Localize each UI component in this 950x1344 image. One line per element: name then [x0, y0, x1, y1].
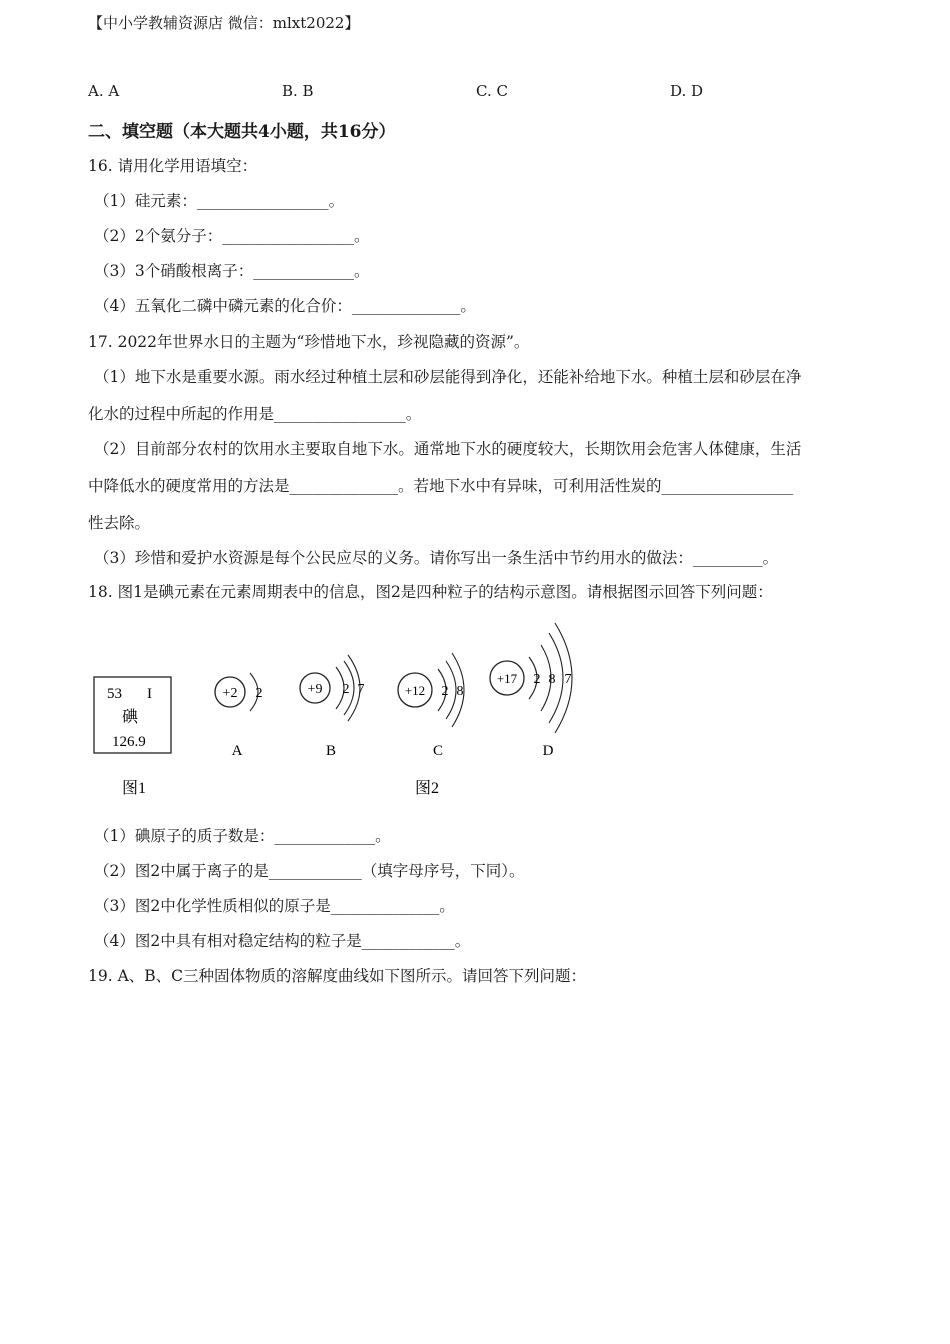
- q16-part-2: （2）2个氨分子：_________________。: [94, 227, 370, 245]
- fig2-caption: 图2: [415, 780, 440, 797]
- particle-c-label: C: [432, 743, 444, 759]
- element-symbol: I: [147, 686, 152, 702]
- q17-stem: 17. 2022年世界水日的主题为“珍惜地下水，珍视隐藏的资源”。: [88, 333, 530, 351]
- particle-d-shell-3-count: 7: [564, 672, 572, 687]
- particle-b-label: B: [325, 743, 337, 759]
- q18-part-3: （3）图2中化学性质相似的原子是______________。: [94, 897, 455, 915]
- q16-part-3: （3）3个硝酸根离子：_____________。: [94, 262, 370, 280]
- particle-c-shell-2-count: 8: [456, 684, 464, 699]
- q17-line-1: （1）地下水是重要水源。雨水经过种植土层和砂层能得到净化，还能补给地下水。种植土层和砂层在净: [94, 368, 802, 386]
- q19-stem: 19. A、B、C三种固体物质的溶解度曲线如下图所示。请回答下列问题：: [88, 967, 587, 985]
- particle-a-label: A: [231, 743, 243, 759]
- q16-part-4: （4）五氧化二磷中磷元素的化合价：______________。: [94, 297, 476, 315]
- q16-part-1: （1）硅元素：_________________。: [94, 192, 345, 210]
- particle-d-shell-1-count: 2: [533, 672, 541, 687]
- particle-b-shell-2-count: 7: [357, 682, 365, 697]
- particle-c-charge: +12: [404, 683, 426, 698]
- q18-part-4: （4）图2中具有相对稳定结构的粒子是____________。: [94, 932, 471, 950]
- section-title: 二、填空题（本大题共4小题，共16分）: [88, 122, 396, 142]
- option-c: C. C: [476, 82, 508, 100]
- particle-a-shell-1-count: 2: [255, 686, 263, 701]
- q17-line-4: 中降低水的硬度常用的方法是______________。若地下水中有异味，可利用活性炭的_________________: [88, 477, 794, 495]
- fig1-caption: 图1: [122, 780, 147, 797]
- particle-d-label: D: [542, 743, 554, 759]
- q16-stem: 16. 请用化学用语填空：: [88, 157, 258, 175]
- q18-part-1: （1）碘原子的质子数是：_____________。: [94, 827, 391, 845]
- header-watermark: 【中小学教辅资源店 微信：mlxt2022】: [88, 14, 360, 32]
- q17-line-2: 化水的过程中所起的作用是_________________。: [88, 405, 422, 423]
- q17-line-5: 性去除。: [88, 514, 151, 532]
- q17-line-6: （3）珍惜和爱护水资源是每个公民应尽的义务。请你写出一条生活中节约用水的做法：_________。: [94, 549, 779, 567]
- particle-d-charge: +17: [496, 671, 518, 686]
- particle-a-charge: +2: [222, 686, 238, 701]
- element-number: 53: [107, 686, 122, 702]
- particle-b-charge: +9: [307, 682, 323, 697]
- q18-figure: [80, 615, 600, 805]
- particle-c-shell-1-count: 2: [441, 684, 449, 699]
- particle-b-shell-1-count: 2: [342, 682, 350, 697]
- q18-part-2: （2）图2中属于离子的是____________（填字母序号，下同）。: [94, 862, 525, 880]
- q18-stem: 18. 图1是碘元素在元素周期表中的信息，图2是四种粒子的结构示意图。请根据图示回答下列问题：: [88, 583, 773, 601]
- element-name: 碘: [122, 709, 139, 726]
- option-b: B. B: [282, 82, 314, 100]
- element-mass: 126.9: [112, 734, 146, 750]
- option-d: D. D: [670, 82, 704, 100]
- option-a: A. A: [88, 82, 120, 100]
- particle-d-shell-2-count: 8: [548, 672, 556, 687]
- q17-line-3: （2）目前部分农村的饮用水主要取自地下水。通常地下水的硬度较大，长期饮用会危害人体健康，生活: [94, 440, 802, 458]
